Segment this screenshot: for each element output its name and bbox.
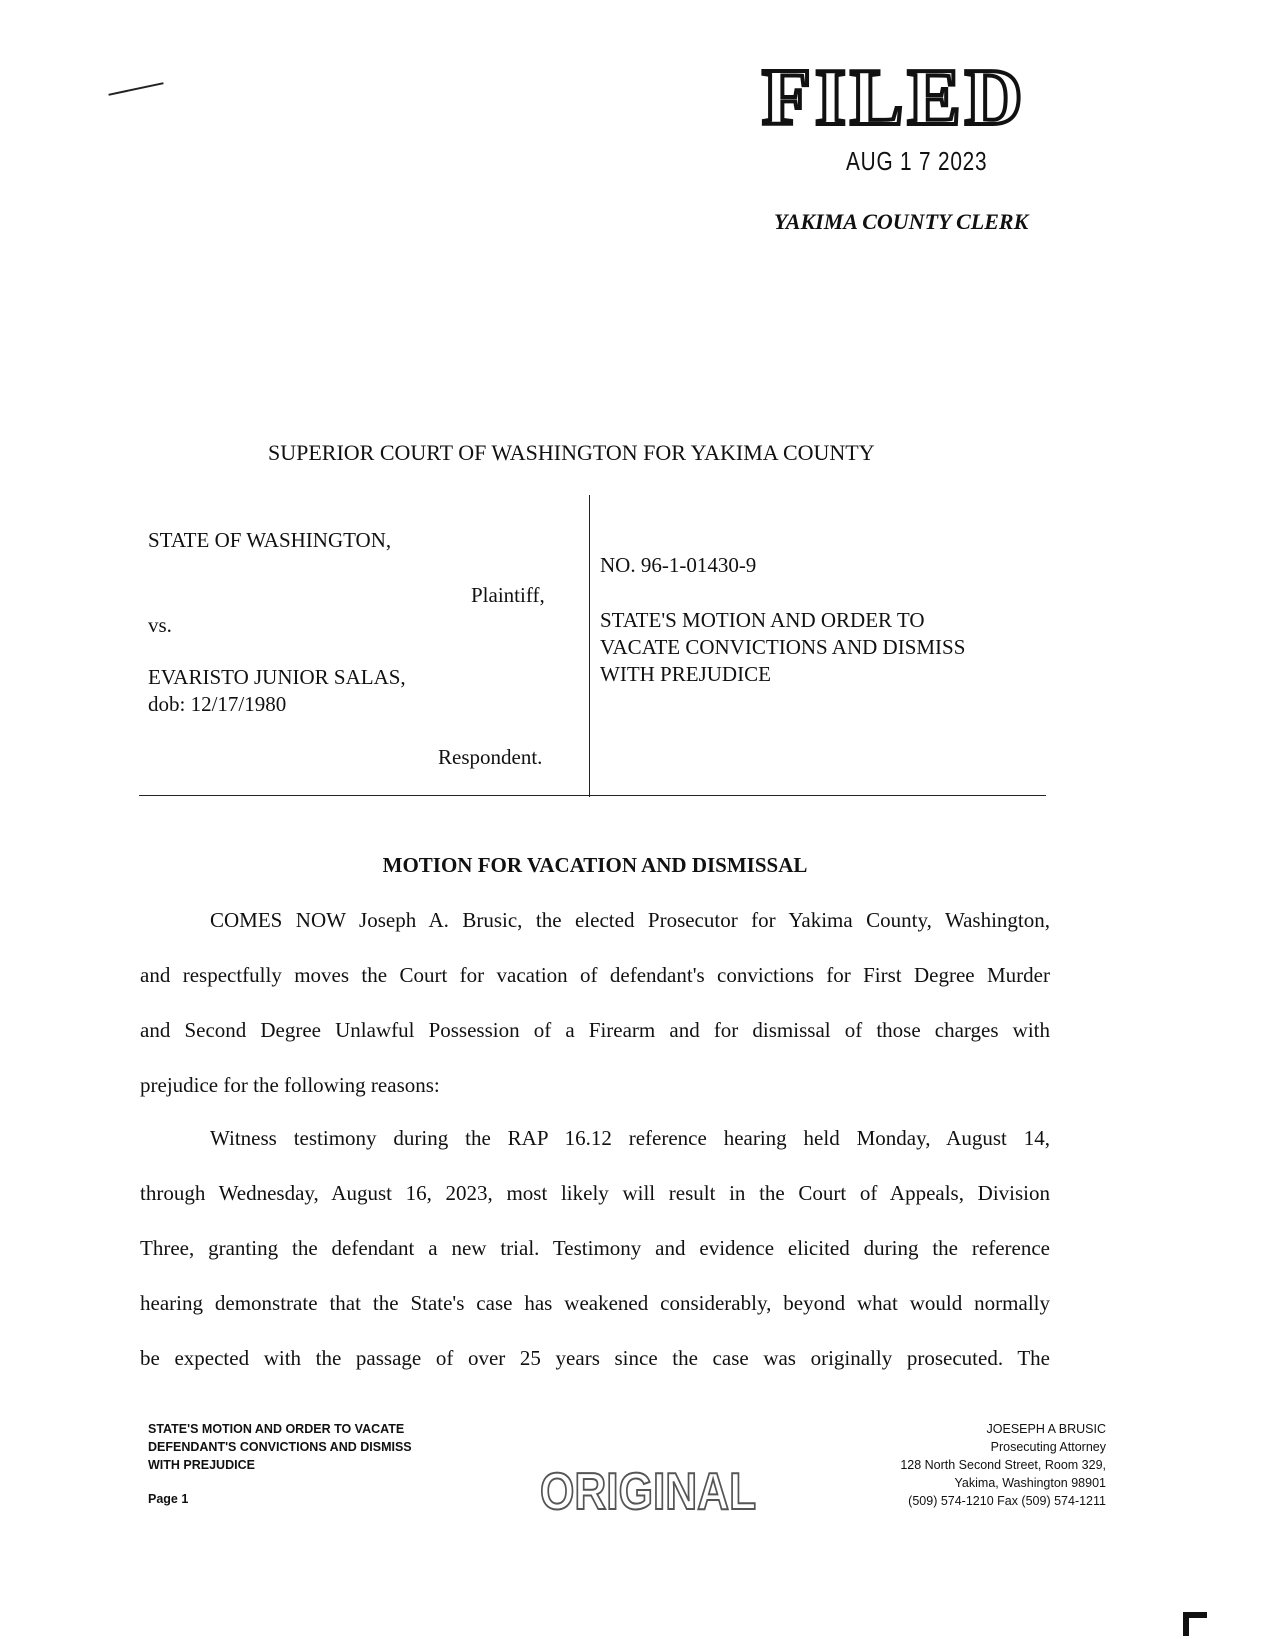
attorney-address: 128 North Second Street, Room 329, xyxy=(900,1458,1106,1472)
footer-contact xyxy=(900,1420,1106,1510)
case-title-line: STATE'S MOTION AND ORDER TO xyxy=(600,608,925,632)
versus: vs. xyxy=(148,613,172,637)
body-line: through Wednesday, August 16, 2023, most likely will result in the Court of Appeals, Division xyxy=(140,1181,1050,1205)
attorney-phone: (509) 574-1210 Fax (509) 574-1211 xyxy=(908,1494,1106,1508)
attorney-title: Prosecuting Attorney xyxy=(990,1440,1106,1454)
case-title-line: WITH PREJUDICE xyxy=(600,662,771,686)
footer-title-line: WITH PREJUDICE xyxy=(148,1458,255,1472)
case-title-line: VACATE CONVICTIONS AND DISMISS xyxy=(600,635,966,659)
section-heading: MOTION FOR VACATION AND DISMISSAL xyxy=(382,853,808,877)
body-line: and Second Degree Unlawful Possession of a Firearm and for dismissal of those charges with xyxy=(140,1018,1050,1042)
filed-stamp: FILED xyxy=(762,54,1027,142)
attorney-name: JOESEPH A BRUSIC xyxy=(986,1422,1106,1436)
body-line: COMES NOW Joseph A. Brusic, the elected Prosecutor for Yakima County, Washington, xyxy=(210,908,1050,932)
filed-date: AUG 1 7 2023 xyxy=(846,146,988,176)
plaintiff-name: STATE OF WASHINGTON, xyxy=(148,528,392,552)
scan-corner-mark xyxy=(1183,1612,1207,1636)
footer-title-line: STATE'S MOTION AND ORDER TO VACATE xyxy=(148,1422,405,1436)
case-title xyxy=(600,607,965,688)
page-number: Page 1 xyxy=(148,1492,189,1506)
caption-divider xyxy=(589,495,590,797)
original-stamp: ORIGINAL xyxy=(540,1463,757,1521)
case-number: NO. 96-1-01430-9 xyxy=(600,553,757,577)
footer-title-line: DEFENDANT'S CONVICTIONS AND DISMISS xyxy=(148,1440,412,1454)
footer-title xyxy=(148,1420,412,1508)
respondent-dob: dob: 12/17/1980 xyxy=(148,692,287,716)
respondent-name: EVARISTO JUNIOR SALAS, xyxy=(148,665,406,689)
body-line: Witness testimony during the RAP 16.12 reference hearing held Monday, August 14, xyxy=(210,1126,1050,1150)
plaintiff-role: Plaintiff, xyxy=(471,583,545,607)
body-line: Three, granting the defendant a new trial. Testimony and evidence elicited during the reference xyxy=(140,1236,1050,1260)
attorney-city: Yakima, Washington 98901 xyxy=(954,1476,1106,1490)
pen-mark xyxy=(108,82,163,96)
body-line: and respectfully moves the Court for vacation of defendant's convictions for First Degree Murder xyxy=(140,963,1050,987)
respondent-role: Respondent. xyxy=(438,745,543,769)
body-line: hearing demonstrate that the State's case has weakened considerably, beyond what would normally xyxy=(140,1291,1050,1315)
body-line: be expected with the passage of over 25 years since the case was originally prosecuted. The xyxy=(140,1346,1050,1370)
court-name: SUPERIOR COURT OF WASHINGTON FOR YAKIMA COUNTY xyxy=(268,440,875,465)
county-clerk: YAKIMA COUNTY CLERK xyxy=(774,209,1029,234)
body-line: prejudice for the following reasons: xyxy=(140,1073,440,1097)
caption-rule xyxy=(139,795,1046,796)
